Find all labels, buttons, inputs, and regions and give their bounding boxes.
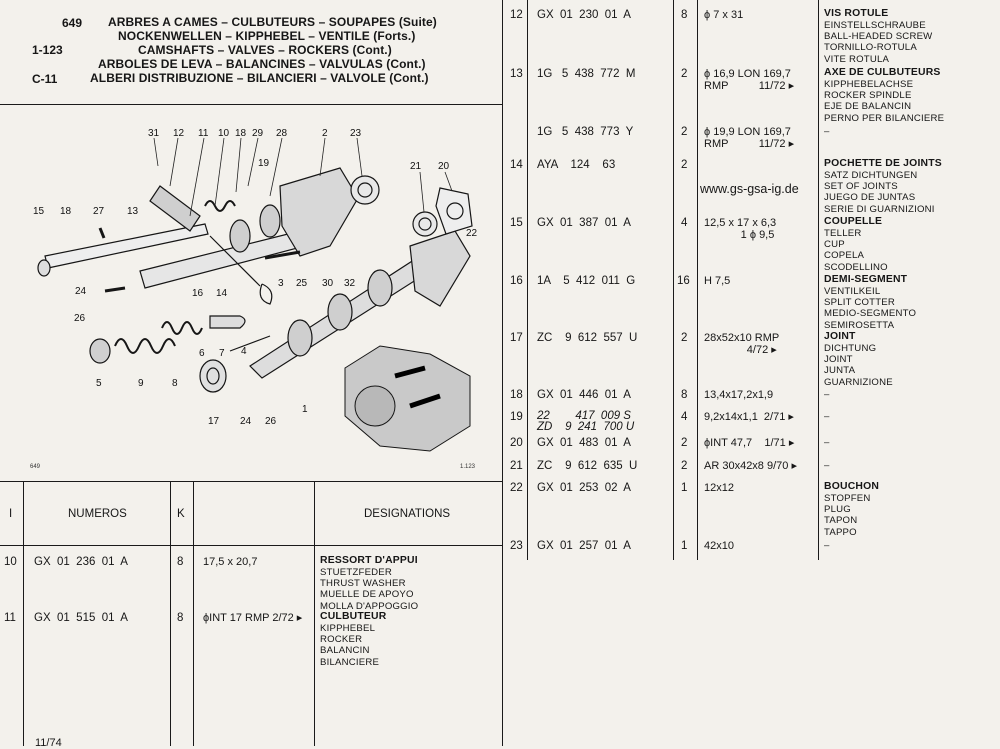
designation-translations: VENTILKEIL SPLIT COTTER MEDIO-SEGMENTO SEMIROSETTA <box>824 285 917 331</box>
designation-title: BOUCHON <box>824 481 880 492</box>
quantity: 8 <box>177 556 184 568</box>
designation-title: AXE DE CULBUTEURS <box>824 67 941 78</box>
header-code-3: C-11 <box>32 72 58 86</box>
svg-text:4: 4 <box>241 346 247 357</box>
rule-right-col-dim <box>818 0 819 560</box>
designation-translations: KIPPHEBELACHSE ROCKER SPINDLE EJE DE BALANCIN PERNO PER BILANCIERE <box>824 78 945 124</box>
header-code-1: 649 <box>62 16 83 30</box>
valve-spring-small <box>162 322 202 334</box>
dimensions: ϕ 19,9 LON 169,7 RMP 11/72 ▸ <box>704 126 795 150</box>
designation-translations: KIPPHEBEL ROCKER BALANCIN BILANCIERE <box>320 622 380 668</box>
part-number: 1G 5 438 772 M <box>537 68 636 80</box>
part-number: 1A 5 412 011 G <box>537 275 636 287</box>
rule-right-col-k <box>697 0 698 560</box>
header-code-2: 1-123 <box>32 43 63 57</box>
svg-text:32: 32 <box>344 278 356 289</box>
svg-text:29: 29 <box>252 128 264 139</box>
row-index: 13 <box>510 68 523 80</box>
col-header-k: K <box>177 508 185 520</box>
header-line-en: CAMSHAFTS – VALVES – ROCKERS (Cont.) <box>138 43 392 57</box>
designation-translations: EINSTELLSCHRAUBE BALL-HEADED SCREW TORNILLO-ROTULA VITE ROTULA <box>824 19 933 65</box>
part-number: 22 417 009 S ZD 9 241 700 U <box>537 410 635 433</box>
part-number: GX 01 515 01 A <box>34 612 128 624</box>
designation-title: POCHETTE DE JOINTS <box>824 158 942 169</box>
svg-text:30: 30 <box>322 278 334 289</box>
page-footer-date: 11/74 <box>35 737 62 749</box>
dimensions: AR 30x42x8 9/70 ▸ <box>704 460 797 472</box>
designation-translations: STUETZFEDER THRUST WASHER MUELLE DE APOYO MOLLA D'APPOGGIO <box>320 566 419 612</box>
exploded-parts-diagram <box>0 106 502 480</box>
rule-left-col-dim <box>314 481 315 746</box>
rule-left-col-num <box>170 481 171 746</box>
dimensions: 9,2x14x1,1 2/71 ▸ <box>704 411 794 423</box>
rocker-arm <box>150 186 200 231</box>
row-index: 11 <box>4 612 16 624</box>
svg-text:17: 17 <box>208 416 220 427</box>
website-watermark: www.gs-gsa-ig.de <box>700 182 799 196</box>
row-index: 18 <box>510 389 523 401</box>
quantity: 4 <box>681 217 688 229</box>
quantity: 8 <box>681 389 688 401</box>
dimensions: 42x10 <box>704 540 734 552</box>
quantity: 2 <box>681 460 688 472</box>
part-number: 1G 5 438 773 Y <box>537 126 634 138</box>
svg-text:27: 27 <box>93 206 105 217</box>
svg-text:11: 11 <box>198 128 209 139</box>
row-index: 14 <box>510 159 523 171</box>
designation-translations: – <box>824 460 830 471</box>
svg-text:28: 28 <box>276 128 288 139</box>
part-number: GX 01 253 02 A <box>537 482 631 494</box>
svg-text:26: 26 <box>265 416 277 427</box>
designation-translations: TELLER CUP COPELA SCODELLINO <box>824 227 888 273</box>
svg-text:6: 6 <box>199 348 205 359</box>
row-index: 22 <box>510 482 523 494</box>
row-index: 20 <box>510 437 523 449</box>
diagram-footer-left: 649 <box>30 464 41 470</box>
svg-text:18: 18 <box>235 128 247 139</box>
designation-translations: – <box>824 389 830 400</box>
quantity: 8 <box>177 612 184 624</box>
part-number: GX 01 446 01 A <box>537 389 631 401</box>
designation-title: JOINT <box>824 331 856 342</box>
quantity: 8 <box>681 9 688 21</box>
designation-title: CULBUTEUR <box>320 611 387 622</box>
svg-text:16: 16 <box>192 288 204 299</box>
designation-title: COUPELLE <box>824 216 883 227</box>
row-index: 12 <box>510 9 523 21</box>
part-number: GX 01 483 01 A <box>537 437 631 449</box>
row-index: 23 <box>510 540 523 552</box>
quantity: 2 <box>681 68 688 80</box>
designation-title: DEMI-SEGMENT <box>824 274 908 285</box>
svg-text:14: 14 <box>216 288 228 299</box>
row-index: 10 <box>4 556 17 568</box>
dimensions: 12x12 <box>704 482 734 494</box>
svg-text:18: 18 <box>60 206 72 217</box>
svg-text:12: 12 <box>173 128 185 139</box>
row-index: 19 <box>510 411 523 423</box>
engine-inset <box>345 346 470 451</box>
dimensions: ϕ 7 x 31 <box>704 9 744 21</box>
svg-text:10: 10 <box>218 128 230 139</box>
rule-right-col-i <box>527 0 528 560</box>
valve-spring-large <box>115 339 175 353</box>
svg-text:25: 25 <box>296 278 308 289</box>
cam-housing <box>280 168 358 256</box>
rule-right-col-num <box>673 0 674 560</box>
rule-diagram-bottom <box>0 481 503 482</box>
rule-left-col-i <box>23 481 24 746</box>
row-index: 15 <box>510 217 523 229</box>
svg-text:3: 3 <box>278 278 284 289</box>
svg-text:7: 7 <box>219 348 225 359</box>
svg-text:19: 19 <box>258 158 270 169</box>
rule-left-col-k <box>193 481 194 746</box>
col-header-numeros: NUMEROS <box>68 508 127 520</box>
svg-text:21: 21 <box>410 161 422 172</box>
header-line-it: ALBERI DISTRIBUZIONE – BILANCIERI – VALVOLE (Cont.) <box>90 71 429 85</box>
designation-translations: DICHTUNG JOINT JUNTA GUARNIZIONE <box>824 342 893 388</box>
quantity: 1 <box>681 540 688 552</box>
part-number: AYA 124 63 <box>537 159 616 171</box>
quantity: 4 <box>681 411 688 423</box>
part-number: GX 01 257 01 A <box>537 540 631 552</box>
part-number: GX 01 230 01 A <box>537 9 631 21</box>
svg-text:24: 24 <box>240 416 252 427</box>
dimensions: H 7,5 <box>704 275 731 287</box>
row-index: 16 <box>510 275 523 287</box>
part-number: ZC 9 612 635 U <box>537 460 638 472</box>
svg-text:24: 24 <box>75 286 87 297</box>
svg-text:9: 9 <box>138 378 144 389</box>
quantity: 2 <box>681 437 688 449</box>
designation-translations: – <box>824 540 830 551</box>
dimensions: 28x52x10 RMP 4/72 ▸ <box>704 332 780 356</box>
svg-text:8: 8 <box>172 378 178 389</box>
rule-table-header <box>0 545 503 546</box>
svg-text:1: 1 <box>302 404 308 415</box>
row-index: 17 <box>510 332 523 344</box>
part-number: ZC 9 612 557 U <box>537 332 638 344</box>
svg-text:31: 31 <box>148 128 160 139</box>
dimensions: ϕ 16,9 LON 169,7 RMP 11/72 ▸ <box>704 68 795 92</box>
dimensions: 17,5 x 20,7 <box>203 556 258 568</box>
quantity: 2 <box>681 159 688 171</box>
svg-text:13: 13 <box>127 206 139 217</box>
designation-translations: STOPFEN PLUG TAPON TAPPO <box>824 492 871 538</box>
dimensions: ϕINT 47,7 1/71 ▸ <box>704 437 795 449</box>
dimensions: 13,4x17,2x1,9 <box>704 389 774 401</box>
svg-text:22: 22 <box>466 228 478 239</box>
col-header-designations: DESIGNATIONS <box>364 508 451 520</box>
part-number: GX 01 236 01 A <box>34 556 128 568</box>
diagram-footer-right: 1.123 <box>460 464 476 470</box>
quantity: 2 <box>681 332 688 344</box>
header-line-fr: ARBRES A CAMES – CULBUTEURS – SOUPAPES (Suite) <box>108 15 437 29</box>
designation-translations: – <box>824 437 830 448</box>
row-index: 21 <box>510 460 523 472</box>
dimensions: ϕINT 17 RMP 2/72 ▸ <box>203 612 303 624</box>
svg-text:26: 26 <box>74 313 86 324</box>
designation-translations: SATZ DICHTUNGEN SET OF JOINTS JUEGO DE JUNTAS SERIE DI GUARNIZIONI <box>824 169 935 215</box>
quantity: 1 <box>681 482 688 494</box>
col-header-i: I <box>9 508 13 520</box>
svg-text:5: 5 <box>96 378 102 389</box>
designation-translations: – <box>824 126 830 137</box>
part-number: GX 01 387 01 A <box>537 217 631 229</box>
designation-translations: – <box>824 411 830 422</box>
dimensions: 12,5 x 17 x 6,3 1 ϕ 9,5 <box>704 217 777 241</box>
header-line-de: NOCKENWELLEN – KIPPHEBEL – VENTILE (Forts.) <box>118 29 416 43</box>
designation-title: VIS ROTULE <box>824 8 889 19</box>
designation-title: RESSORT D'APPUI <box>320 555 418 566</box>
svg-text:23: 23 <box>350 128 362 139</box>
quantity: 2 <box>681 126 688 138</box>
svg-text:15: 15 <box>33 206 45 217</box>
svg-text:2: 2 <box>322 128 328 139</box>
header-line-es: ARBOLES DE LEVA – BALANCINES – VALVULAS (Cont.) <box>98 57 426 71</box>
rule-left-page-edge <box>502 0 503 746</box>
quantity: 16 <box>677 275 690 287</box>
svg-text:20: 20 <box>438 161 450 172</box>
